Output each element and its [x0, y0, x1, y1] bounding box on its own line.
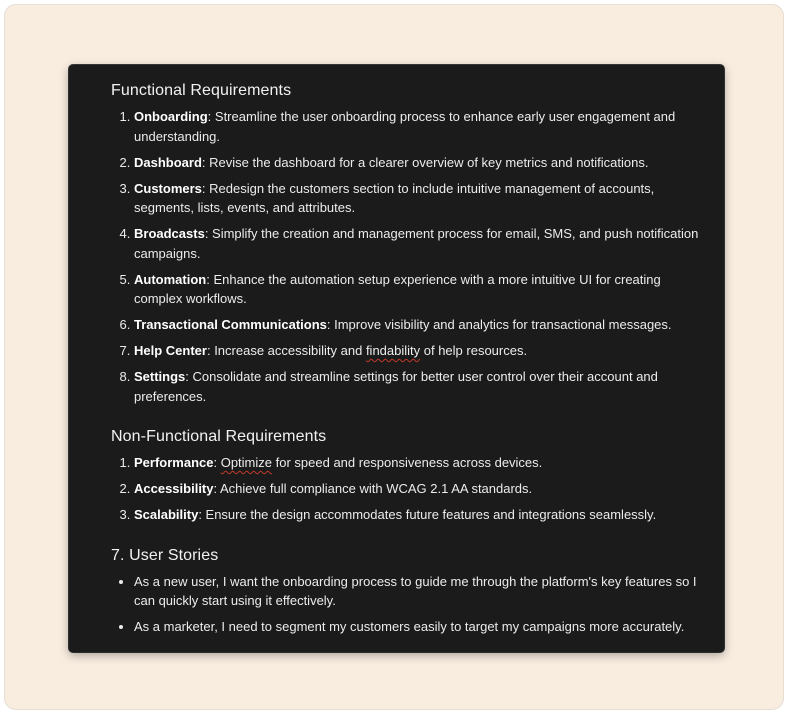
user-stories-heading: 7. User Stories: [111, 546, 219, 564]
list-item: • As a marketer, I need to segment my customers easily to target my campaigns more accurately.: [134, 617, 701, 637]
requirement-term: Performance: [134, 455, 214, 470]
requirement-text: : Streamline the user onboarding process to enhance early user engagement and understanding.: [134, 109, 676, 144]
list-item: [134, 505, 701, 525]
requirement-text: : Consolidate and streamline settings for better user control over their account and preferences.: [134, 369, 658, 404]
non-functional-requirements-heading: Non-Functional Requirements: [111, 428, 327, 445]
spellcheck-flagged-word[interactable]: Optimize: [220, 455, 273, 470]
list-item: [134, 453, 701, 473]
requirement-term: Help Center: [134, 343, 207, 358]
requirement-text: for speed and responsiveness across devices.: [272, 455, 543, 470]
non-functional-requirements-list: [111, 453, 701, 525]
requirement-text: : Ensure the design accommodates future features and integrations seamlessly.: [198, 507, 657, 522]
requirement-term: Automation: [134, 271, 207, 287]
list-item: [134, 479, 701, 499]
requirement-text: : Revise the dashboard for a clearer overview of key metrics and notifications.: [201, 154, 649, 170]
requirement-term: Transactional Communications: [134, 317, 327, 332]
list-item: [134, 270, 701, 309]
user-stories-list: [111, 572, 701, 637]
requirement-term: Customers: [134, 180, 202, 196]
requirement-text: of help resources.: [420, 343, 528, 358]
requirement-text: :: [213, 455, 221, 470]
requirement-term: Accessibility: [134, 481, 214, 496]
document-content[interactable]: [111, 81, 701, 643]
requirement-text: : Redesign the customers section to include intuitive management of accounts, segments, lists, events, and attributes.: [134, 180, 655, 215]
list-item: [134, 315, 701, 335]
list-item: [134, 153, 701, 173]
requirement-text: : Achieve full compliance with WCAG 2.1 AA standards.: [213, 481, 533, 496]
functional-requirements-heading: Functional Requirements: [111, 82, 292, 99]
list-item: • As a new user, I want the onboarding process to guide me through the platform's key features so I can quickly start using it effectively.: [134, 572, 701, 611]
list-item: [134, 107, 701, 146]
list-item: [134, 367, 701, 406]
document-window[interactable]: [69, 65, 724, 652]
requirement-text: : Improve visibility and analytics for transactional messages.: [326, 317, 672, 332]
requirement-text: : Enhance the automation setup experience with a more intuitive UI for creating complex workflows.: [134, 271, 661, 306]
requirement-term: Onboarding: [134, 109, 208, 124]
requirement-text: : Increase accessibility and: [206, 343, 366, 358]
list-item: [134, 341, 701, 361]
requirement-term: Settings: [134, 369, 186, 384]
requirement-term: Broadcasts: [134, 226, 205, 241]
functional-requirements-list: [111, 107, 701, 406]
requirement-term: Dashboard: [134, 154, 202, 170]
requirement-term: Scalability: [134, 507, 199, 522]
list-item: [134, 224, 701, 263]
spellcheck-flagged-word[interactable]: findability: [365, 343, 421, 358]
list-item: [134, 179, 701, 218]
requirement-text: : Simplify the creation and management process for email, SMS, and push notification campaigns.: [134, 226, 699, 261]
